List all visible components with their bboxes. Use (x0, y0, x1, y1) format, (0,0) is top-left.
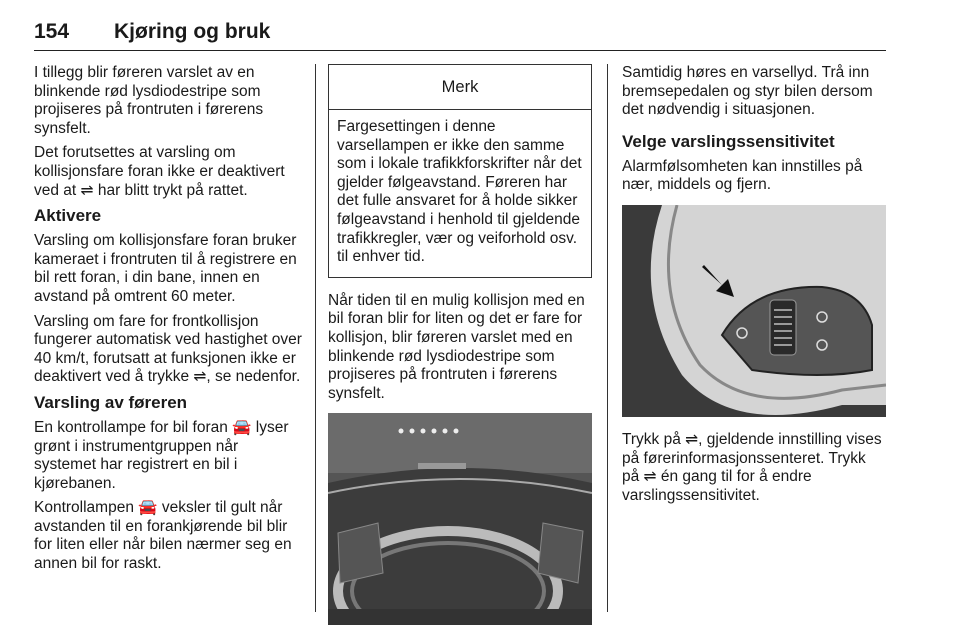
column-3 (622, 64, 886, 511)
section-heading-varsling: Varsling av føreren (34, 392, 188, 412)
section-heading-aktivere: Aktivere (34, 206, 102, 226)
steering-wheel-illustration (622, 205, 886, 417)
paragraph: Trykk på ⇌, gjeldende innstilling vises på førerinformasjonssenteret. Trykk på ⇌ én gang til for å endre varslingssensitivitet. (622, 430, 882, 504)
paragraph: Det forutsettes at varsling om kollisjonsfare foran ikke er deaktivert ved at ⇌ har blitt trykt på rattet. (34, 144, 285, 199)
paragraph: I tillegg blir føreren varslet av en blinkende rød lysdiodestripe som projiseres på frontruten i førerens synsfelt. (34, 64, 264, 137)
page-number: 154 (34, 20, 70, 43)
windshield-drawing (328, 413, 592, 625)
page-header (34, 20, 886, 50)
paragraph: Varsling om kollisjonsfare foran bruker kameraet i frontruten til å registrere en bil rett foran, i din bane, innen en avstand på omtrent 60 meter. (34, 232, 297, 305)
paragraph: Når tiden til en mulig kollisjon med en bil foran blir for liten og det er fare for kollisjon, blir føreren varslet med en blinkende rød lysdiodestripe som projiseres på frontruten i førerens synsfelt. (328, 291, 585, 402)
paragraph: Varsling om fare for frontkollisjon fungerer automatisk ved hastighet over 40 km/t, forutsatt at funksjonen ikke er deaktivert ved å trykke ⇌, se nedenfor. (34, 312, 302, 386)
paragraph: Alarmfølsomheten kan innstilles på nær, middels og fjern. (622, 157, 863, 194)
column-1 (34, 64, 302, 580)
paragraph: Samtidig høres en varsellyd. Trå inn bremsepedalen og styr bilen dersom det nødvendig i situasjonen. (622, 64, 873, 119)
column-2 (328, 64, 592, 625)
header-rule (34, 50, 886, 51)
windshield-illustration (328, 413, 592, 625)
note-body (329, 110, 591, 277)
note-text: Fargesettingen i denne varsellampen er ikke den samme som i lokale trafikkforskrifter når det gjelder følgeavstand. Føreren har det fulle ansvaret for å holde sikker følgeavstand i henhold til gjeldende trafikkregler, vær og veiforhold osv. til enhver tid. (337, 118, 582, 266)
steering-wheel-drawing (622, 205, 886, 417)
section-heading-velge: Velge varslingssensitivitet (622, 131, 835, 151)
column-divider-1 (315, 64, 316, 612)
chapter-title: Kjøring og bruk (114, 20, 271, 43)
column-divider-2 (607, 64, 608, 612)
note-title: Merk (329, 65, 591, 110)
paragraph: En kontrollampe for bil foran 🚘 lyser grønt i instrumentgruppen når systemet har registrert en bil i kjørebanen. (34, 418, 289, 492)
note-box (328, 64, 592, 278)
paragraph: Kontrollampen 🚘 veksler til gult når avstanden til en forankjørende bil blir for liten eller når bilen nærmer seg en annen bil for raskt. (34, 499, 292, 573)
